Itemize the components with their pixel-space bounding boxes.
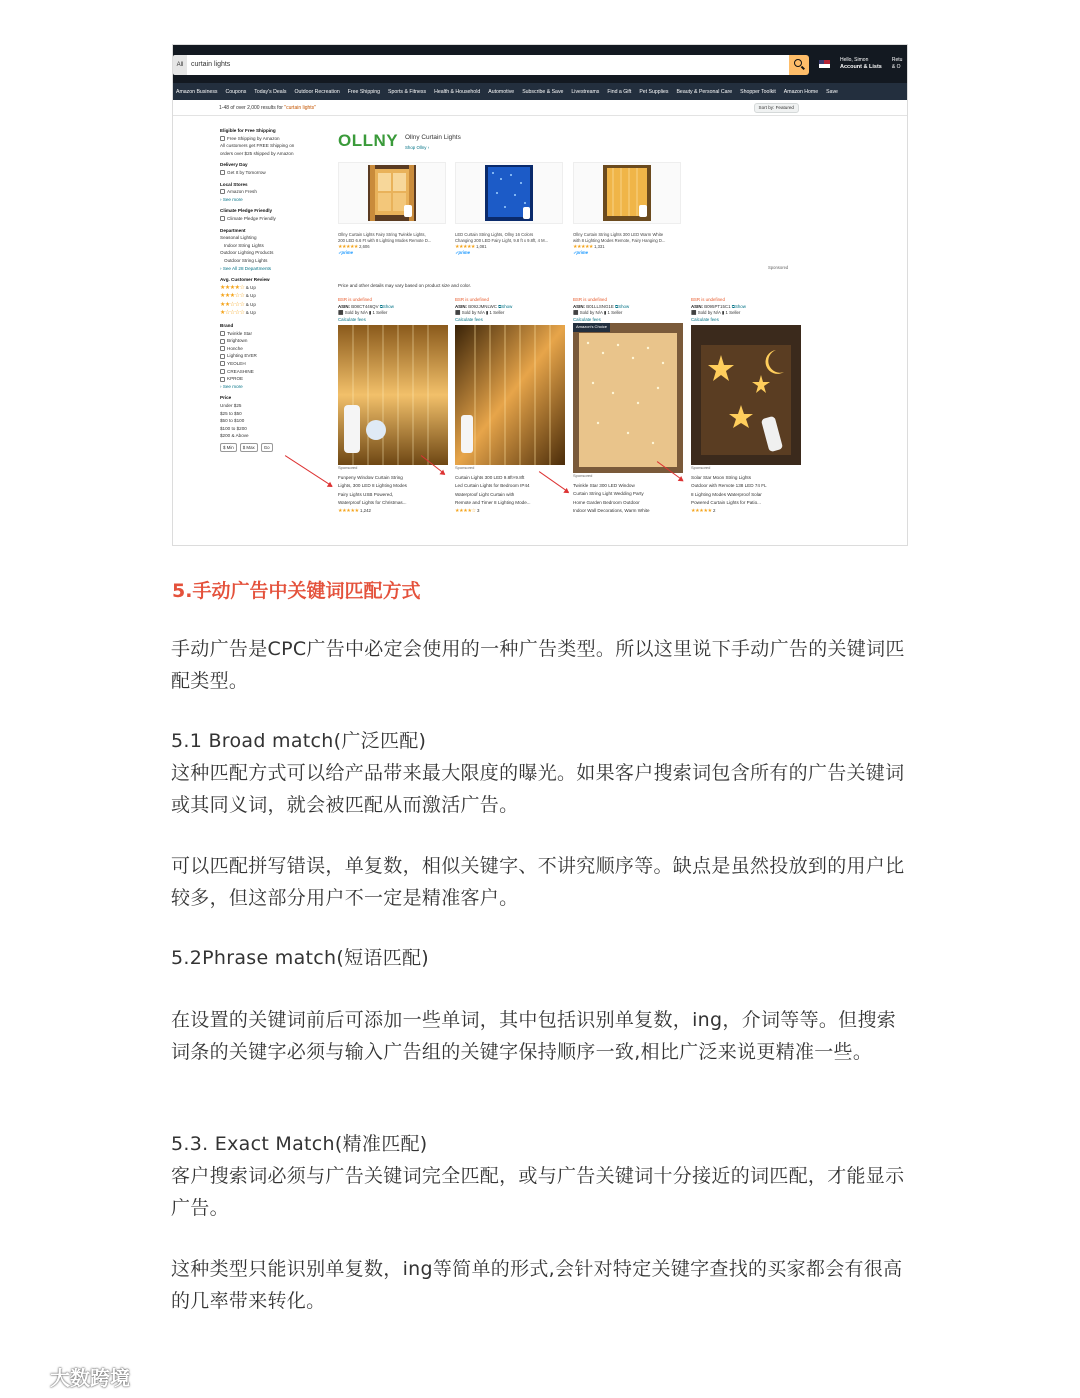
amazon-nav-bar (173, 83, 907, 100)
seller-line: ⬛ Sold by N/A ▮ 1 Seller (338, 310, 388, 316)
see-all-departments-link: › See All 28 Departments (220, 265, 272, 271)
filter-heading: Department (220, 227, 246, 233)
search-dept-select: All (173, 55, 187, 75)
brand-mark-icon (8, 1366, 46, 1388)
curtain-lights-photo (338, 325, 448, 465)
price-note: Price and other details may vary based on product size and color. (338, 283, 472, 288)
amazons-choice-badge: Amazon's Choice (573, 323, 610, 332)
nav-item: Outdoor Recreation (294, 88, 340, 95)
product-card (338, 297, 448, 514)
product-image (691, 325, 801, 465)
amazon-search-screenshot (172, 44, 908, 546)
price-filter-link: $25 to $50 (220, 410, 242, 416)
filter-note: All customers get FREE Shipping on (220, 143, 295, 149)
price-range-inputs (220, 443, 325, 452)
us-flag-icon (819, 60, 830, 68)
phrase-match-paragraph: 在设置的关键词前后可添加一些单词，其中包括识别单复数，ing，介词等等。但搜索词条的关键字必须与输入广告组的关键字保持顺序一致,相比广泛来说更精准一些。 (171, 1009, 897, 1063)
product-image (455, 325, 565, 465)
product-title: Ollny Curtain String Lights 300 LED Warm White (573, 232, 664, 237)
brand-checkbox: YEOLEH (220, 360, 325, 368)
filter-checkbox: Amazon Fresh (220, 188, 325, 196)
search-button (789, 55, 809, 75)
product-title: Solar Star Moon String Lights Outdoor with Remote 138 LED 74 FL 8 Lighting Modes Waterproof Solar Powered Curtain Lights for Patio... (691, 474, 767, 506)
star-moon-lights-photo (691, 325, 801, 465)
rating-filter: ★☆☆☆☆ & Up (220, 310, 256, 317)
sponsored-label: Sponsored (455, 465, 475, 471)
product-card (573, 297, 683, 516)
product-rating: ★★★★★ 1,331 (573, 244, 605, 250)
asin-line: ASIN: B092JMNLWC ⧉Show (455, 303, 513, 309)
filter-heading: Local Stores (220, 181, 248, 187)
rating-stars: ★☆☆☆☆ (220, 310, 245, 317)
filter-heading: Eligible for Free Shipping (220, 128, 276, 133)
brand-checkbox: Lighting EVER (220, 352, 325, 360)
brand-checkbox: KPROE (220, 375, 325, 383)
account-greeting: Hello, Simon (840, 57, 869, 63)
product-image (455, 162, 563, 224)
product-rating: ★★★★☆ 3 (455, 507, 480, 514)
asin-line: ASIN: B01LLSNG1E ⧉Show (573, 303, 630, 309)
sponsored-brand-product (338, 162, 446, 256)
product-title: Ollny Curtain Lights Fairy String Twinkle Lights, (338, 232, 426, 237)
seller-line: ⬛ Sold by N/A ▮ 1 Seller (691, 310, 741, 316)
nav-item: Health & Household (434, 88, 481, 95)
nav-item: Save (826, 88, 838, 95)
search-icon (794, 59, 802, 67)
product-rating: ★★★★★ 1,242 (338, 507, 371, 514)
intro-paragraph: 手动广告是CPC广告中必定会使用的一种广告类型。所以这里说下手动广告的关键词匹配类型。 (171, 638, 905, 692)
filter-checkbox: Get It by Tomorrow (220, 169, 325, 177)
nav-item: Shopper Toolkit (740, 88, 776, 95)
amazon-top-bar (173, 45, 907, 83)
product-card (455, 297, 565, 514)
rating-stars: ★★★★☆ (220, 284, 245, 291)
product-title: Funpeny Window Curtain String Lights, 300 LED 8 Lighting Modes Fairy Lights USB Powered, Waterproof Lights for Christmas... (338, 474, 407, 506)
sponsored-label: Sponsored (691, 465, 711, 471)
nav-item: Amazon Business (176, 88, 218, 95)
dept-item: Indoor String Lights (224, 242, 264, 248)
phrase-match-title: 5.2Phrase match(短语匹配) (171, 947, 430, 969)
seller-line: ⬛ Sold by N/A ▮ 1 Seller (455, 310, 505, 316)
curtain-lights-photo (455, 325, 565, 465)
product-title: Curtain Lights 300 LED 9.8ft×9.8ft Led Curtain Lights for Bedroom IP44 Waterproof Light Curtain with Remote and Timer 8 Lighting Mode... (455, 474, 531, 506)
product-title: with 8 Lighting Modes Remote, Fairy Hanging D... (573, 238, 666, 243)
dept-item: Outdoor String Lights (224, 257, 268, 263)
product-image (338, 162, 446, 224)
account-label: Account & Lists (840, 64, 882, 70)
rating-filter: ★★★★☆ & Up (220, 284, 256, 291)
brand-checkbox: Twinkle Star (220, 330, 325, 338)
calculate-fees-link: Calculate fees (338, 316, 366, 322)
calculate-fees-link: Calculate fees (573, 316, 601, 322)
amazon-search-bar (173, 53, 809, 77)
product-rating: ★★★★★ 2,606 (338, 244, 370, 250)
sponsored-label: Sponsored (573, 473, 593, 479)
dept-item: Outdoor Lighting Products (220, 250, 274, 256)
ollny-logo: OLLNY (338, 131, 399, 150)
nav-item: Find a Gift (607, 88, 632, 95)
asin-line: ASIN: B08CT446QV ⧉Show (338, 303, 394, 309)
filter-checkbox: Free Shipping by Amazon (220, 135, 325, 143)
see-more-link: › See more (220, 196, 243, 202)
blue-curtain-lights-image (485, 165, 533, 221)
brand-title: Ollny Curtain Lights (405, 134, 461, 141)
product-card (691, 297, 801, 514)
price-max-field: $ Max (240, 443, 258, 452)
prime-badge: ✓prime (338, 250, 353, 255)
orders-label: & O (891, 64, 901, 70)
broad-match-title: 5.1 Broad match(广泛匹配) (171, 730, 427, 752)
brand-checkbox: CREASHINE (220, 368, 325, 376)
rating-filter: ★★☆☆☆ & Up (220, 301, 256, 308)
price-filter-link: Under $25 (220, 403, 242, 408)
nav-item: Pet Supplies (639, 88, 669, 95)
warm-curtain-lights-image (603, 165, 651, 221)
nav-item: Sports & Fitness (388, 88, 427, 95)
bsr-label: BSR is undefined (338, 297, 372, 302)
calculate-fees-link: Calculate fees (691, 316, 719, 322)
dept-item: Seasonal Lighting (220, 235, 257, 241)
filter-heading: Brand (220, 323, 234, 329)
account-menu (840, 57, 882, 71)
watermark-text: 大数跨境 (50, 1366, 130, 1390)
see-more-link: › See more (220, 383, 243, 389)
nav-item: Coupons (225, 88, 247, 95)
filter-note: orders over $25 shipped by Amazon (220, 150, 294, 156)
results-bar (173, 100, 907, 116)
product-title: 200 LED 6.6 Ft with 8 Lighting Modes Remote D... (338, 238, 432, 243)
nav-item: Free Shipping (347, 88, 381, 95)
filter-sidebar (220, 123, 325, 452)
prime-badge: ✓prime (455, 250, 470, 255)
nav-item: Livestreams (571, 88, 600, 95)
product-rating: ★★★★★ 2 (691, 507, 716, 514)
brand-checkbox: Brightown (220, 337, 325, 345)
product-title: Twinkle Star 300 LED Window Curtain String Light Wedding Party Home Garden Bedroom Outdoor Indoor Wall Decorations, Warm White (573, 482, 650, 514)
filter-heading: Price (220, 395, 232, 401)
sort-dropdown: Sort by: Featured (754, 103, 800, 113)
window-curtain-lights-image (368, 165, 416, 221)
annotation-arrow (285, 455, 333, 487)
product-title: Changing 200 LED Fairy Light, 9.8 ft x 9.8ft, 4 M... (455, 238, 549, 243)
nav-item: Amazon Home (783, 88, 819, 95)
results-query: "curtain lights" (284, 104, 316, 111)
filter-checkbox: Climate Pledge Friendly (220, 215, 325, 223)
price-list (220, 402, 325, 440)
brand-list (220, 330, 325, 383)
watermark-logo (8, 1362, 130, 1391)
price-filter-link: $100 to $200 (220, 425, 247, 431)
results-count: 1-48 of over 2,000 results for (219, 104, 283, 111)
price-filter-link: $200 & Above (220, 433, 249, 439)
price-filter-link: $50 to $100 (220, 418, 245, 424)
exact-match-title: 5.3. Exact Match(精准匹配) (171, 1133, 428, 1155)
section-heading: 5.手动广告中关键词匹配方式 (172, 580, 421, 602)
nav-item: Today's Deals (254, 88, 287, 95)
sponsored-brand-product (455, 162, 563, 256)
rating-stars: ★★★☆☆ (220, 293, 245, 300)
sponsored-label: Sponsored (768, 265, 789, 270)
prime-badge: ✓prime (573, 250, 588, 255)
bsr-label: BSR is undefined (573, 297, 607, 302)
exact-match-paragraph: 客户搜索词必须与广告关键词完全匹配，或与广告关键词十分接近的词匹配，才能显示广告。 (171, 1165, 905, 1219)
rating-stars: ★★☆☆☆ (220, 301, 245, 308)
price-go-button: Go (261, 443, 273, 452)
brand-checkbox: Honche (220, 345, 325, 353)
product-title: LED Curtain String Lights, Ollny 16 Colors (455, 232, 534, 237)
curtain-lights-photo (573, 323, 683, 473)
brand-shop-link: Shop Ollny › (405, 145, 430, 150)
product-image (338, 325, 448, 465)
nav-item: Subscribe & Save (522, 88, 564, 95)
asin-line: ASIN: B095PT15C1 ⧉Show (691, 303, 746, 309)
search-input: curtain lights (187, 55, 789, 75)
returns-label: Retu (891, 57, 903, 63)
price-min-field: $ Min (220, 443, 237, 452)
broad-match-paragraph: 这种匹配方式可以给产品带来最大限度的曝光。如果客户搜索词包含所有的广告关键词或其同义词，就会被匹配从而激活广告。 (171, 762, 905, 816)
bsr-label: BSR is undefined (455, 297, 489, 302)
calculate-fees-link: Calculate fees (455, 316, 483, 322)
bsr-label: BSR is undefined (691, 297, 725, 302)
broad-match-paragraph-2: 可以匹配拼写错误，单复数，相似关键字、不讲究顺序等。缺点是虽然投放到的用户比较多，但这部分用户不一定是精准客户。 (171, 855, 905, 909)
filter-heading: Climate Pledge Friendly (220, 208, 273, 214)
product-image (573, 162, 681, 224)
rating-filter: ★★★☆☆ & Up (220, 293, 256, 300)
nav-item: Beauty & Personal Care (676, 88, 733, 95)
product-rating: ★★★★★ 1,081 (455, 244, 487, 250)
exact-match-paragraph-2: 这种类型只能识别单复数，ing等简单的形式,会针对特定关键字查找的买家都会有很高的几率带来转化。 (171, 1258, 903, 1312)
sponsored-label: Sponsored (338, 465, 358, 471)
sponsored-brand-product (573, 162, 681, 256)
seller-line: ⬛ Sold by N/A ▮ 1 Seller (573, 310, 623, 316)
product-image (573, 323, 683, 473)
filter-heading: Delivery Day (220, 162, 248, 168)
returns-menu (892, 57, 903, 71)
nav-item: Automotive (488, 88, 515, 95)
filter-heading: Avg. Customer Review (220, 277, 270, 283)
